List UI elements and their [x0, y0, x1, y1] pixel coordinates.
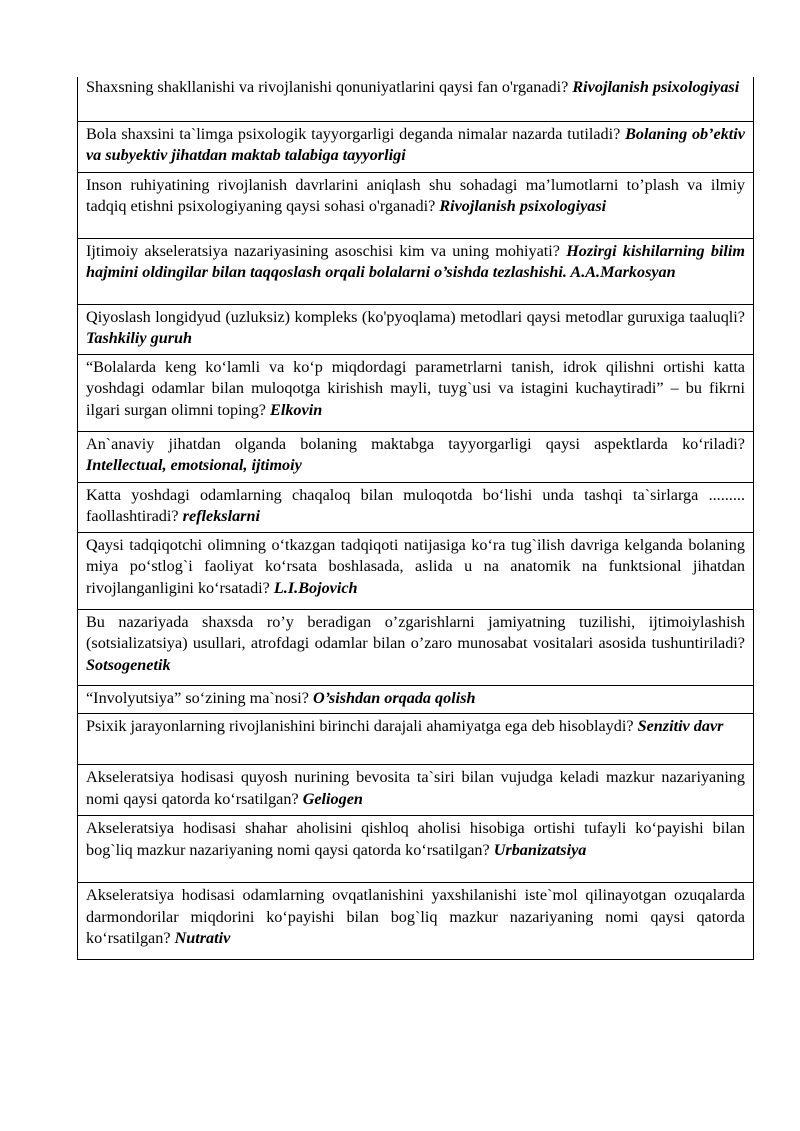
question-cell — [78, 532, 754, 609]
question-text: Qaysi tadqiqotchi olimning o‘tkazgan tadqiqoti natijasiga ko‘ra tug`ilish davriga kelganda bolaning miya po‘stlog`i faoliyat ko‘rsata boshlasada, aslida u na anatomik na funktsional jihatdan rivojlanganligini ko‘rsatadi? — [86, 535, 745, 597]
table-row — [78, 883, 754, 960]
table-row — [78, 714, 754, 765]
table-row — [78, 532, 754, 609]
table-row — [78, 354, 754, 431]
question-text: Ijtimoiy akseleratsiya nazariyasining asoschisi kim va uning mohiyati? — [86, 241, 567, 260]
question-text: An`anaviy jihatdan olganda bolaning maktabga tayyorgarligi qaysi aspektlarda ko‘riladi? — [86, 434, 745, 453]
answer-text: Rivojlanish psixologiyasi — [572, 78, 740, 96]
answer-text: Rivojlanish psixologiyasi — [439, 197, 607, 215]
question-cell — [78, 238, 754, 304]
table-row — [78, 304, 754, 354]
question-text: Shaxsning shakllanishi va rivojlanishi qonuniyatlarini qaysi fan o'rganadi? — [86, 78, 573, 96]
table-row — [78, 816, 754, 883]
question-cell — [78, 304, 754, 354]
table-row — [78, 482, 754, 532]
question-cell — [78, 172, 754, 238]
question-text: “Involyutsiya” so‘zining ma`nosi? — [86, 688, 314, 707]
table-row — [78, 77, 754, 121]
answer-text: Urbanizatsiya — [493, 840, 587, 859]
question-text: Katta yoshdagi odamlarning chaqaloq bilan muloqotda bo‘lishi unda tashqi ta`sirlarga ......... faollashtiradi? — [86, 485, 745, 525]
question-text: Inson ruhiyatining rivojlanish davrlarini aniqlash shu sohadagi ma’lumotlarni to’plash va ilmiy tadqiq etishni psixologiyaning qaysi sohasi o'rganadi? — [86, 175, 745, 215]
question-cell — [78, 609, 754, 685]
question-text: Psixik jarayonlarning rivojlanishini birinchi darajali ahamiyatga ega deb hisoblaydi? — [86, 717, 638, 735]
question-cell — [78, 816, 754, 883]
question-cell — [78, 77, 754, 121]
question-text: Bola shaxsini ta`limga psixologik tayyorgarligi deganda nimalar nazarda tutiladi? — [86, 124, 626, 143]
answer-text: Elkovin — [270, 400, 323, 419]
answer-text: Hozirgi kishilarning bilim hajmini oldingilar bilan taqqoslash orqali bolalarni o’sishda tezlashishi. A.A.Markosyan — [86, 241, 745, 281]
table-row — [78, 609, 754, 685]
table-row — [78, 685, 754, 714]
question-cell — [78, 121, 754, 172]
question-cell — [78, 685, 754, 714]
question-cell — [78, 714, 754, 765]
answer-text: reflekslarni — [182, 507, 260, 525]
questions-table — [77, 77, 754, 960]
question-text: Akseleratsiya hodisasi odamlarning ovqatlanishini yaxshilanishi iste`mol qilinayotgan ozuqalarda darmondorilar miqdorini ko‘payishi bilan bog`liq mazkur nazariyaning nomi qaysi qatorda ko‘rsatilgan? — [86, 886, 745, 947]
question-text: Akseleratsiya hodisasi shahar aholisini qishloq aholisi hisobiga ortishi tufayli ko‘payishi bilan bog`liq mazkur nazariyaning nomi qaysi qatorda ko‘rsatilgan? — [86, 819, 745, 859]
table-row — [78, 238, 754, 304]
table-row — [78, 765, 754, 816]
question-cell — [78, 765, 754, 816]
answer-text: Bolaning ob’ektiv va subyektiv jihatdan maktab talabiga tayyorligi — [86, 124, 745, 164]
answer-text: Geliogen — [302, 789, 363, 808]
question-cell — [78, 883, 754, 960]
table-row — [78, 431, 754, 482]
question-cell — [78, 431, 754, 482]
answer-text: Tashkiliy guruh — [86, 329, 193, 347]
answer-text: L.I.Bojovich — [273, 578, 358, 597]
question-text: Qiyoslash longidyud (uzluksiz) kompleks (ko'pyoqlama) metodlari qaysi metodlar guruxiga taaluqli? — [86, 307, 745, 326]
answer-text: O’sishdan orqada qolish — [313, 688, 476, 707]
answer-text: Nutrativ — [174, 929, 231, 947]
answer-text: Sotsogenetik — [86, 655, 171, 674]
question-text: Akseleratsiya hodisasi quyosh nurining bevosita ta`siri bilan vujudga keladi mazkur nazariyaning nomi qaysi qatorda ko‘rsatilgan? — [86, 768, 745, 808]
question-cell — [78, 354, 754, 431]
question-text: Bu nazariyada shaxsda ro’y beradigan o’zgarishlarni jamiyatning tuzilishi, ijtimoiylashish (sotsializatsiya) usullari, atrofdagi odamlar bilan o’zaro munosabat vositalari asosida tushuntiriladi? — [86, 612, 745, 652]
table-row — [78, 172, 754, 238]
answer-text: Intellectual, emotsional, ijtimoiy — [86, 456, 302, 474]
question-cell — [78, 482, 754, 532]
answer-text: Senzitiv davr — [637, 717, 724, 735]
table-row — [78, 121, 754, 172]
question-text: “Bolalarda keng ko‘lamli va ko‘p miqdordagi parametrlarni tanish, idrok qilishni ortishi katta yoshdagi odamlar bilan muloqotga kirishish mayli, tuyg`usi va istagini kuchaytiradi” – bu fikrni ilgari surgan olimni toping? — [86, 357, 745, 419]
